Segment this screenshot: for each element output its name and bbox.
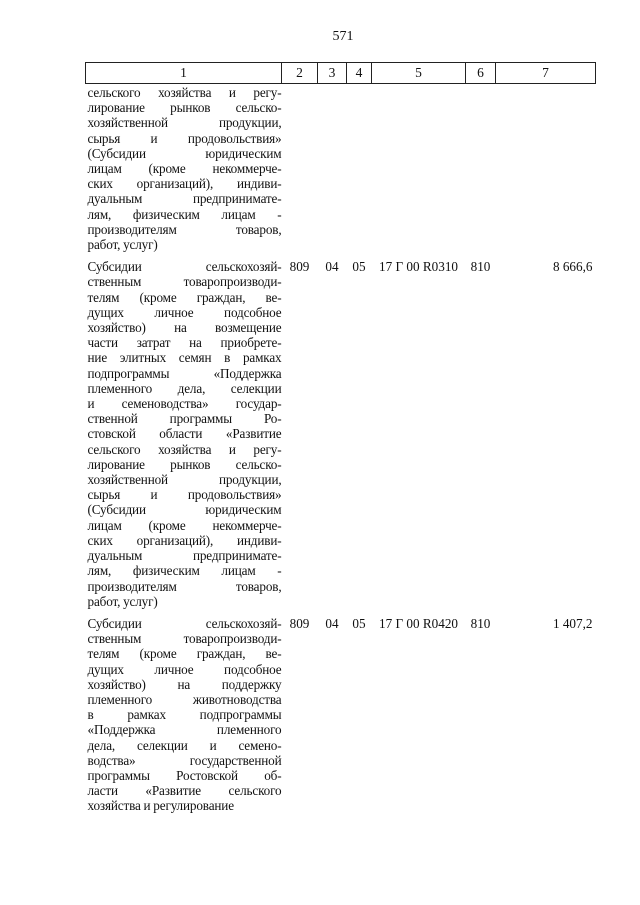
description-line: сырья и продовольствия» (87, 130, 282, 146)
description-line: дуальным предпринимате- (87, 548, 282, 564)
description-cell (86, 84, 282, 253)
description-line: хозяйство) на поддержку (87, 676, 282, 692)
description-line: стовской области «Развитие (87, 426, 282, 442)
ministry-code-cell: 809 (289, 615, 310, 631)
description-line: телям (кроме граждан, ве- (87, 646, 282, 662)
description-line: работ, услуг) (87, 237, 158, 253)
subsection-code-cell: 05 (352, 259, 366, 275)
ministry-code-cell: 809 (289, 259, 310, 275)
description-line: ских организаций), индиви- (87, 176, 282, 192)
description-line: ласти «Развитие сельского (87, 783, 282, 799)
target-article-cell: 17 Г 00 R0310 (378, 259, 459, 275)
description-line: хозяйственной продукции, (87, 115, 282, 131)
budget-table (85, 62, 596, 814)
description-line: дела, селекции и семено- (87, 737, 282, 753)
column-header: 7 (496, 63, 596, 84)
description-line: Субсидии сельскохозяй- (87, 259, 282, 275)
description-line: (Субсидии юридическим (87, 145, 282, 161)
expense-type-cell (466, 84, 496, 253)
section-code-cell: 04 (325, 259, 339, 275)
description-line: части затрат на приобрете- (87, 335, 282, 351)
section-code-cell (318, 84, 347, 253)
expense-type-cell: 810 (470, 259, 491, 275)
column-header: 1 (86, 63, 282, 84)
description-line: производителям товаров, (87, 578, 282, 594)
ministry-code-cell (282, 84, 318, 253)
description-line: и семеноводства» государ- (87, 396, 282, 412)
description-cell (86, 615, 282, 814)
expense-type-cell: 810 (470, 615, 491, 631)
description-line: лицам (кроме некоммерче- (87, 161, 282, 177)
description-line: племенного дела, селекции (87, 380, 282, 396)
column-header: 2 (282, 63, 318, 84)
description-line: водства» государственной (87, 752, 282, 768)
column-header: 6 (466, 63, 496, 84)
table-row (86, 84, 596, 253)
amount-cell: 1 407,2 (552, 615, 593, 631)
description-line: лицам (кроме некоммерче- (87, 517, 282, 533)
description-line: производителям товаров, (87, 221, 282, 237)
description-line: дущих личное подсобное (87, 304, 282, 320)
description-line: подпрограммы «Поддержка (87, 365, 282, 381)
table-row (86, 615, 596, 814)
description-line: в рамках подпрограммы (87, 707, 282, 723)
description-line: ских организаций), индиви- (87, 532, 282, 548)
amount-cell (496, 84, 596, 253)
amount-cell: 8 666,6 (552, 259, 593, 275)
description-cell (86, 258, 282, 609)
column-header: 3 (318, 63, 347, 84)
column-header: 5 (372, 63, 466, 84)
target-article-cell: 17 Г 00 R0420 (378, 615, 459, 631)
description-line: ственной программы Ро- (87, 411, 282, 427)
section-code-cell: 04 (325, 615, 339, 631)
description-line: лирование рынков сельско- (87, 456, 282, 472)
description-line: (Субсидии юридическим (87, 502, 282, 518)
description-line: Субсидии сельскохозяй- (87, 615, 282, 631)
description-line: хозяйства и регулирование (87, 798, 234, 814)
subsection-code-cell: 05 (352, 615, 366, 631)
page-number: 571 (332, 29, 354, 44)
description-line: племенного животноводства (87, 691, 282, 707)
description-line: «Поддержка племенного (87, 722, 282, 738)
description-line: дущих личное подсобное (87, 661, 282, 677)
target-article-cell (372, 84, 466, 253)
description-line: хозяйство) на возмещение (87, 320, 282, 336)
description-line: дуальным предпринимате- (87, 191, 282, 207)
description-line: ственным товаропроизводи- (87, 274, 282, 290)
description-line: ние элитных семян в рамках (87, 350, 282, 366)
column-header: 4 (347, 63, 372, 84)
description-line: сельского хозяйства и регу- (87, 441, 282, 457)
subsection-code-cell (347, 84, 372, 253)
description-line: лям, физическим лицам - (87, 563, 282, 579)
description-line: программы Ростовской об- (87, 767, 282, 783)
description-line: хозяйственной продукции, (87, 472, 282, 488)
description-line: лирование рынков сельско- (87, 100, 282, 116)
description-line: сельского хозяйства и регу- (87, 85, 282, 100)
description-line: лям, физическим лицам - (87, 206, 282, 222)
table-header-row (86, 63, 596, 84)
table-row (86, 258, 596, 609)
description-line: ственным товаропроизводи- (87, 631, 282, 647)
description-line: телям (кроме граждан, ве- (87, 289, 282, 305)
description-line: сырья и продовольствия» (87, 487, 282, 503)
description-line: работ, услуг) (87, 593, 158, 609)
